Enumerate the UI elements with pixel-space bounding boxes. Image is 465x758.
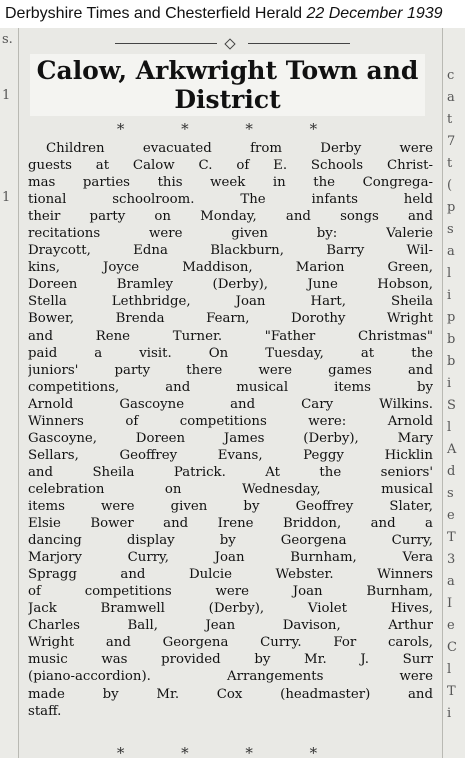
article-line: and Sheila Patrick. At the seniors'	[28, 464, 433, 480]
right-fragment: i	[447, 288, 452, 303]
left-fragment: 1	[2, 88, 11, 103]
article-line: Stella Lethbridge, Joan Hart, Sheila	[28, 294, 433, 310]
article-line: and Rene Turner. "Father Christmas"	[28, 328, 433, 344]
right-fragment: e	[447, 508, 455, 523]
right-fragment: a	[447, 90, 455, 105]
image-caption	[0, 0, 465, 28]
article-line: Children evacuated from Derby were	[46, 141, 433, 156]
right-fragment: a	[447, 244, 455, 259]
left-fragment: s.	[2, 32, 13, 47]
right-fragment: s	[447, 486, 454, 501]
article-body	[28, 140, 433, 720]
diamond-ornament-icon	[224, 38, 235, 49]
article-line: kins, Joyce Maddison, Marion Green,	[28, 260, 433, 276]
article-line: Wright and Georgena Curry. For carols,	[28, 635, 433, 651]
right-fragment: 3	[447, 552, 456, 567]
right-fragment: t	[447, 112, 453, 127]
article-line: tional schoolroom. The infants held	[28, 192, 433, 208]
star-separator-bottom: * * * *	[116, 744, 344, 758]
right-fragment: 7	[447, 134, 456, 149]
article-line: of competitions were Joan Burnham,	[28, 584, 433, 600]
article-line: their party on Monday, and songs and	[28, 209, 433, 225]
article-line: Elsie Bower and Irene Briddon, and a	[28, 516, 433, 532]
right-fragment: l	[447, 266, 452, 281]
right-fragment: l	[447, 420, 452, 435]
right-fragment: C	[447, 640, 457, 655]
article-line: mas parties this week in the Congrega-	[28, 175, 433, 191]
right-fragment: i	[447, 706, 452, 721]
article-line: Gascoyne, Doreen James (Derby), Mary	[28, 430, 433, 446]
right-fragment: l	[447, 662, 452, 677]
article-line: celebration on Wednesday, musical	[28, 481, 433, 497]
article-line: (piano-accordion). Arrangements were	[28, 669, 433, 685]
article-line: Charles Ball, Jean Davison, Arthur	[28, 618, 433, 634]
article-line: staff.	[28, 703, 62, 719]
article-line: Jack Bramwell (Derby), Violet Hives,	[28, 601, 433, 617]
right-fragment: i	[447, 376, 452, 391]
headline-line-2: District	[174, 85, 281, 114]
right-fragment: a	[447, 574, 455, 589]
article-line: guests at Calow C. of E. Schools Christ-	[28, 158, 433, 174]
article-line: dancing display by Georgena Curry,	[28, 533, 433, 549]
right-fragment: t	[447, 156, 453, 171]
article-line: Marjory Curry, Joan Burnham, Vera	[28, 550, 433, 566]
right-fragment: (	[447, 178, 453, 193]
right-fragment: s	[447, 222, 454, 237]
article-line: Sellars, Geoffrey Evans, Peggy Hicklin	[28, 447, 433, 463]
article-line: Draycott, Edna Blackburn, Barry Wil-	[28, 243, 433, 259]
right-fragment: p	[447, 310, 456, 325]
article-line: competitions, and musical items by	[28, 379, 433, 395]
right-fragment: c	[447, 68, 455, 83]
headline-line-1: Calow, Arkwright Town and	[36, 56, 419, 85]
article-line: Doreen Bramley (Derby), June Hobson,	[28, 277, 433, 293]
publication-date: 22 December 1939	[306, 5, 443, 22]
article-line: made by Mr. Cox (headmaster) and	[28, 686, 433, 702]
article-line: Bower, Brenda Fearn, Dorothy Wright	[28, 311, 433, 327]
right-fragment: S	[447, 398, 456, 413]
adjacent-column-left	[0, 28, 19, 758]
article-line: Winners of competitions were: Arnold	[28, 413, 433, 429]
article-line: Arnold Gascoyne and Cary Wilkins.	[28, 396, 433, 412]
right-fragment: I	[447, 596, 453, 611]
article-line: music was provided by Mr. J. Surr	[28, 652, 433, 668]
star-separator-top: * * * *	[116, 120, 344, 138]
right-fragment: e	[447, 618, 455, 633]
top-ornament-rule	[115, 40, 350, 48]
right-fragment: d	[447, 464, 456, 479]
article-headline	[30, 54, 425, 116]
adjacent-column-right	[442, 28, 465, 758]
newspaper-source: Derbyshire Times and Chesterfield Herald	[5, 5, 303, 22]
article-line: Spragg and Dulcie Webster. Winners	[28, 567, 433, 583]
newspaper-clipping	[0, 28, 465, 758]
right-fragment: b	[447, 354, 456, 369]
right-fragment: p	[447, 200, 456, 215]
article-line: recitations were given by: Valerie	[28, 226, 433, 242]
article-line: paid a visit. On Tuesday, at the	[28, 345, 433, 361]
right-fragment: T	[447, 684, 456, 699]
article-line: items were given by Geoffrey Slater,	[28, 498, 433, 514]
article-line: juniors' party there were games and	[28, 362, 433, 378]
right-fragment: T	[447, 530, 456, 545]
right-fragment: A	[447, 442, 457, 457]
right-fragment: b	[447, 332, 456, 347]
left-fragment: 1	[2, 190, 11, 205]
